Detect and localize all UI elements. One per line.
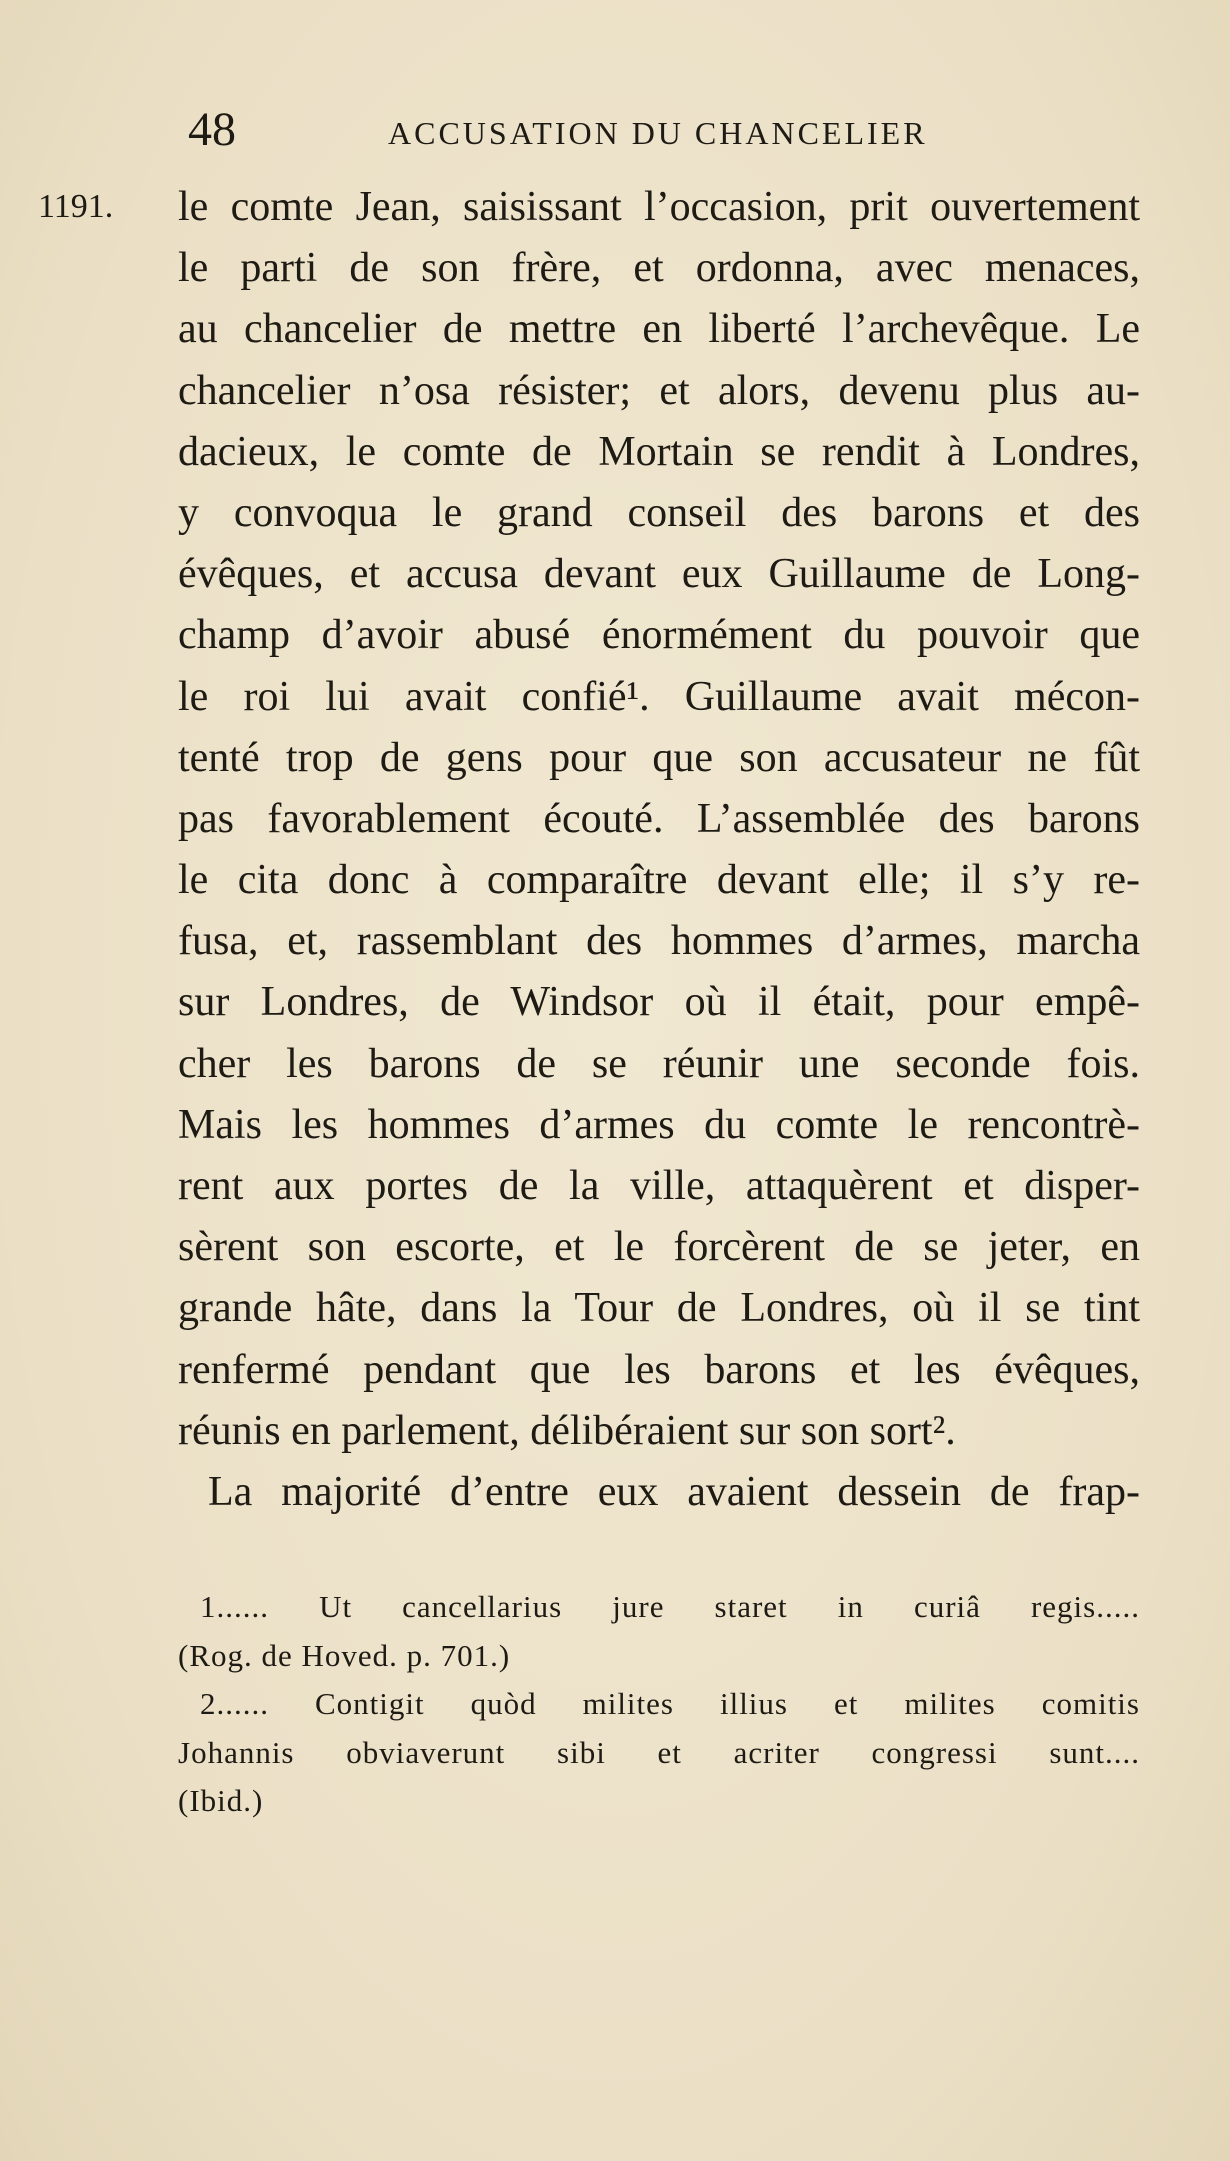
- text-line: pas favorablement écouté. L’assemblée des barons: [178, 795, 1140, 842]
- footnote-line: (Ibid.): [178, 1783, 264, 1818]
- text-line: Mais les hommes d’armes du comte le rencontrè-: [178, 1101, 1140, 1148]
- text-line: évêques, et accusa devant eux Guillaume de Long-: [178, 551, 1140, 598]
- text-line: champ d’avoir abusé énormément du pouvoir que: [178, 612, 1140, 659]
- text-line: chancelier n’osa résister; et alors, devenu plus au-: [178, 367, 1140, 414]
- text-line: y convoqua le grand conseil des barons et des: [178, 489, 1140, 536]
- text-line: renfermé pendant que les barons et les évêques,: [178, 1346, 1140, 1393]
- text-line: fusa, et, rassemblant des hommes d’armes, marcha: [178, 918, 1140, 965]
- text-line: le cita donc à comparaître devant elle; il s’y re-: [178, 857, 1140, 904]
- text-line: le roi lui avait confié¹. Guillaume avait mécon-: [178, 673, 1140, 720]
- text-line: rent aux portes de la ville, attaquèrent et disper-: [178, 1163, 1140, 1209]
- text-line: sèrent son escorte, et le forcèrent de se jeter, en: [178, 1224, 1140, 1271]
- text-line: au chancelier de mettre en liberté l’archevêque. Le: [178, 306, 1140, 353]
- running-title: ACCUSATION DU CHANCELIER: [388, 115, 928, 151]
- text-line: dacieux, le comte de Mortain se rendit à Londres,: [178, 428, 1140, 475]
- margin-year-note: 1191.: [38, 188, 114, 225]
- text-line: le parti de son frère, et ordonna, avec menaces,: [178, 245, 1140, 292]
- footnote-line: (Rog. de Hoved. p. 701.): [178, 1637, 511, 1673]
- footnote-line: Johannis obviaverunt sibi et acriter congressi sunt....: [178, 1734, 1140, 1770]
- text-line: cher les barons de se réunir une seconde fois.: [178, 1040, 1140, 1087]
- text-line: tenté trop de gens pour que son accusateur ne fût: [178, 734, 1140, 781]
- text-line: sur Londres, de Windsor où il était, pour empê-: [178, 979, 1140, 1026]
- footnotes: [178, 1584, 1140, 1827]
- text-line: grande hâte, dans la Tour de Londres, où il se tint: [178, 1285, 1140, 1332]
- page-number: 48: [188, 103, 236, 156]
- footnote-line: 2...... Contigit quòd milites illius et milites comitis: [200, 1686, 1140, 1721]
- body-text: [178, 178, 1140, 1524]
- text-line: La majorité d’entre eux avaient dessein de frap-: [208, 1468, 1140, 1515]
- text-line: le comte Jean, saisissant l’occasion, prit ouvertement: [178, 184, 1140, 230]
- footnote-line: 1...... Ut cancellarius jure staret in curiâ regis.....: [200, 1589, 1140, 1624]
- running-head: [178, 100, 1140, 160]
- text-line: réunis en parlement, délibéraient sur son sort².: [178, 1407, 956, 1454]
